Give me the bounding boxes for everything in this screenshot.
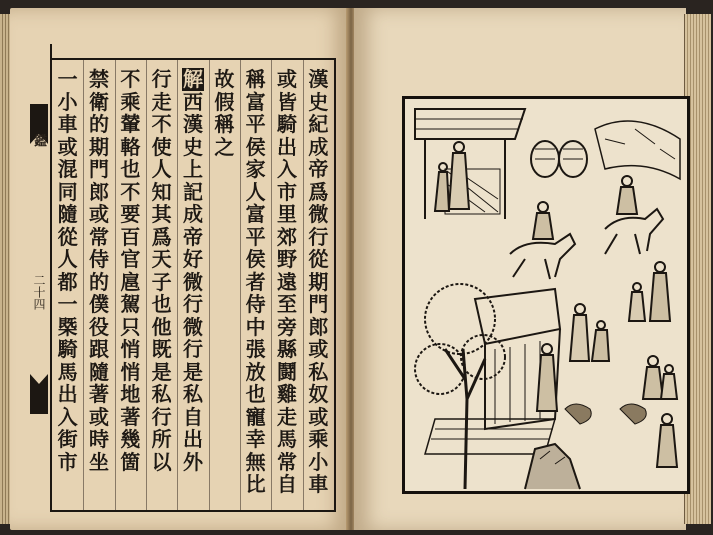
woodblock-illustration [402, 96, 690, 494]
column-rule [177, 60, 178, 510]
fore-edge-page: 二十四 [32, 274, 46, 310]
column-rule [146, 60, 147, 510]
text-column: 行 走 不 使 人 知 其 爲 天 子 也 他 既 是 私 行 所 以 [151, 67, 172, 474]
left-page [10, 8, 350, 530]
text-column: 禁 衛 的 期 門 郎 或 常 侍 的 僕 役 跟 隨 著 或 時 坐 [89, 67, 109, 474]
text-block [50, 58, 336, 512]
fish-tail-mark-lower-icon [30, 374, 48, 414]
text-column: 或 皆 騎 出 入 市 里 郊 野 遠 至 旁 縣 鬪 雞 走 馬 常 自 [277, 67, 297, 496]
column-rule [115, 60, 116, 510]
text-column: 稱 富 平 侯 家 人 富 平 侯 者 侍 中 張 放 也 寵 幸 無 比 [245, 67, 266, 496]
fore-edge-strip [28, 44, 52, 484]
column-rule [209, 60, 210, 510]
column-rule [303, 60, 304, 510]
column-rule [240, 60, 241, 510]
illustration-drawing [405, 99, 687, 491]
text-column: 一 小 車 或 混 同 隨 從 人 都 一 槩 騎 馬 出 入 街 市 [57, 67, 78, 474]
fore-edge-title: 鑑 [31, 134, 46, 147]
text-column: 不 乘 輦 輅 也 不 要 百 官 扈 駕 只 悄 悄 地 著 幾 箇 [120, 67, 141, 474]
text-column: 漢 史 紀 成 帝 爲 微 行 從 期 門 郎 或 私 奴 或 乘 小 車 [308, 67, 329, 496]
text-column: 故 假 稱 之 [214, 67, 235, 159]
column-rule [83, 60, 84, 510]
column-rule [271, 60, 272, 510]
text-column: 解 西 漢 史 上 記 成 帝 好 微 行 微 行 是 私 自 出 外 [183, 67, 203, 474]
